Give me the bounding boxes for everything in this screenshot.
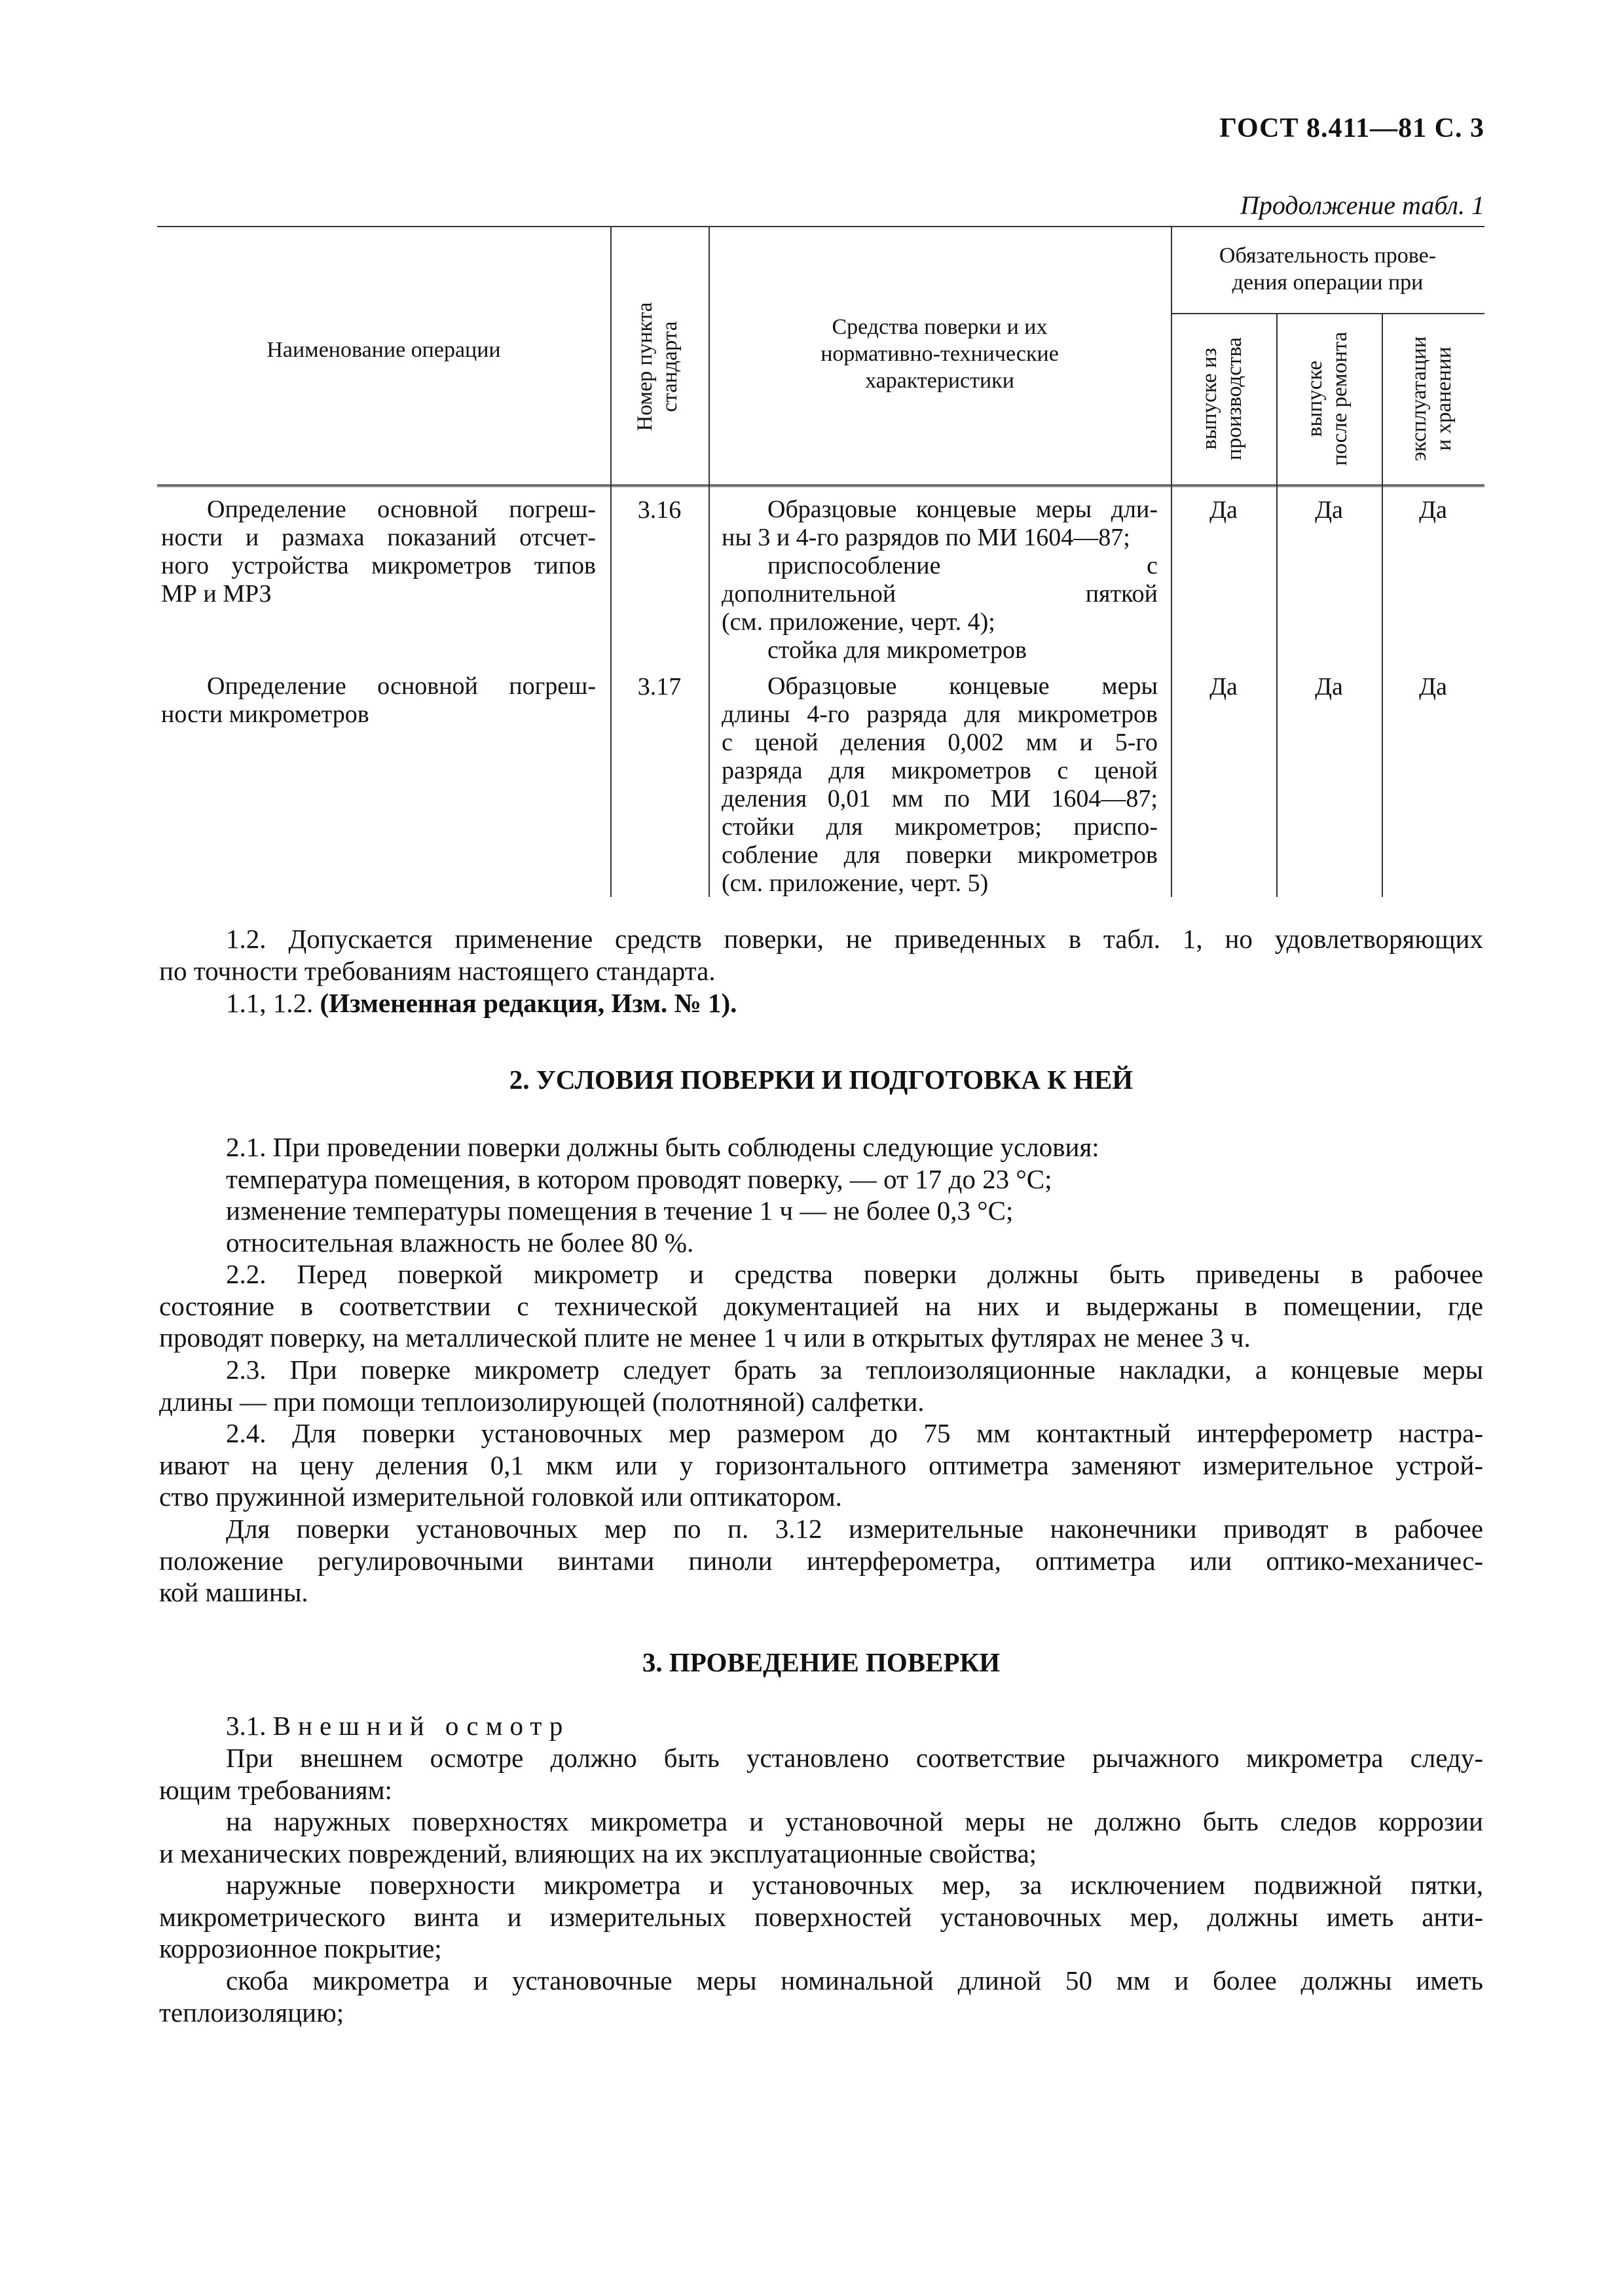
header-repair-line: после ремонта <box>1327 331 1352 466</box>
section-3-title: 3. ПРОВЕДЕНИЕ ПОВЕРКИ <box>642 1647 1001 1677</box>
row-operation <box>161 672 596 729</box>
paragraph-line <box>159 987 1483 1019</box>
header-obligation-line: Обязательность прове- <box>1219 244 1437 268</box>
row-means-line: с ценой деления 0,002 мм и 5-го <box>722 729 1158 756</box>
row-item-number: 3.16 <box>637 496 682 524</box>
paragraph-3-1-c <box>159 1965 1483 2028</box>
paragraph-line: 2.4. Для поверки установочных мер размером до 75 мм контактный интерферометр настра- <box>226 1418 1483 1448</box>
header-release-line: производства <box>1222 337 1246 460</box>
row-means-line: собление для поверки микрометров <box>722 841 1158 869</box>
table-header-rule-2 <box>157 486 1484 487</box>
row-means-line: дополнительной пяткой <box>722 580 1158 608</box>
row-operation-line: Определение основной погреш- <box>207 496 596 523</box>
paragraph-line: относительная влажность не более 80 %. <box>226 1227 694 1258</box>
row-means-line: стойки для микрометров; приспо- <box>722 813 1158 841</box>
paragraph-line: ющим требованиям: <box>159 1774 392 1805</box>
table-header-rule <box>157 484 1484 486</box>
row-release-value: Да <box>1209 496 1238 524</box>
paragraph-line: кой машины. <box>159 1577 308 1607</box>
paragraph-line: изменение температуры помещения в течение 1 ч — не более 0,3 °С; <box>226 1195 1014 1226</box>
paragraph-line: ивают на цену деления 0,1 мкм или у горизонтального оптиметра заменяют измерительное устрой- <box>159 1449 1483 1480</box>
header-item-number <box>633 262 686 471</box>
table-col-divider <box>610 226 612 897</box>
paragraph-2-3 <box>159 1354 1483 1417</box>
header-means-line: Средства поверки и их <box>832 315 1048 339</box>
paragraph-line: 2.1. При проведении поверки должны быть соблюдены следующие условия: <box>226 1132 1099 1162</box>
paragraph-line: Для поверки установочных мер по п. 3.12 измерительные наконечники приводят в рабочее <box>226 1514 1483 1544</box>
header-storage-line: эксплуатации <box>1407 336 1431 462</box>
paragraph-2-1 <box>159 1131 1483 1258</box>
amendment-text: (Измененная редакция, Изм. № 1). <box>320 988 737 1018</box>
clause-title: Внешний осмотр <box>272 1711 570 1741</box>
paragraph-line: положение регулировочными винтами пиноли интерферометра, оптиметра или оптико-механичес- <box>159 1545 1483 1576</box>
header-item-number-line: Номер пункта <box>633 302 657 431</box>
row-means-line: приспособление с <box>767 552 1158 579</box>
paragraph-line: скоба микрометра и установочные меры номинальной длиной 50 мм и более должны иметь <box>226 1965 1483 1995</box>
row-means-line: длины 4-го разряда для микрометров <box>722 701 1158 728</box>
paragraph-line: на наружных поверхностях микрометра и установочной меры не должно быть следов коррозии <box>226 1806 1483 1836</box>
paragraph-2-4 <box>159 1417 1483 1513</box>
paragraph-line: 1.2. Допускается применение средств поверки, не приведенных в табл. 1, но удовлетворяющих <box>226 924 1483 954</box>
amendment-prefix: 1.1, 1.2. <box>226 988 320 1018</box>
row-means-line: (см. приложение, черт. 5) <box>722 869 989 897</box>
row-means-line: ны 3 и 4-го разрядов по МИ 1604—87; <box>722 524 1130 551</box>
paragraph-line: по точности требованиям настоящего стандарта. <box>159 955 716 986</box>
header-means-line: нормативно-технические <box>820 341 1059 366</box>
header-means-line: характеристики <box>865 368 1014 393</box>
document-reference: ГОСТ 8.411—81 С. 3 <box>1219 113 1484 143</box>
header-release-line: выпуске из <box>1198 348 1221 450</box>
row-means-line: деления 0,01 мм по МИ 1604—87; <box>722 785 1158 812</box>
paragraph-line: длины — при помощи теплоизолирующей (полотняной) салфетки. <box>159 1386 925 1417</box>
row-operation-line: ности микрометров <box>161 701 369 728</box>
row-storage-value: Да <box>1419 496 1447 524</box>
paragraph-line: микрометрического винта и измерительных поверхностей установочных мер, должны иметь анти- <box>159 1901 1483 1932</box>
table-col-divider <box>1382 313 1383 897</box>
row-storage-value: Да <box>1419 673 1447 701</box>
header-storage-line: и хранении <box>1431 346 1456 451</box>
header-after-repair <box>1303 294 1355 503</box>
row-means-line: разряда для микрометров с ценой <box>722 757 1158 784</box>
row-means-line: (см. приложение, черт. 4); <box>722 608 995 636</box>
row-operation-line: ного устройства микрометров типов <box>161 552 596 579</box>
paragraph-3-1 <box>159 1742 1483 1806</box>
header-operation-name: Наименование операции <box>267 338 501 362</box>
paragraph-3-1-heading <box>159 1710 1483 1742</box>
header-obligation <box>1171 243 1484 297</box>
paragraph-line: теплоизоляцию; <box>159 1997 344 2028</box>
header-repair-line: выпуске <box>1303 360 1327 437</box>
clause-number: 3.1. <box>226 1711 273 1741</box>
row-repair-value: Да <box>1315 673 1343 701</box>
section-2-title: 2. УСЛОВИЯ ПОВЕРКИ И ПОДГОТОВКА К НЕЙ <box>509 1065 1134 1095</box>
row-repair-value: Да <box>1315 496 1343 524</box>
row-operation-line: ности и размаха показаний отсчет- <box>161 524 596 551</box>
paragraph-3-1-a <box>159 1806 1483 1869</box>
table-col-divider <box>1276 313 1278 897</box>
paragraph-2-4-continued <box>159 1513 1483 1609</box>
paragraph-line: коррозионное покрытие; <box>159 1933 442 1963</box>
paragraph-line <box>159 1710 1483 1742</box>
header-item-number-line: стандарта <box>657 321 682 412</box>
paragraph-line: 2.3. При поверке микрометр следует брать за теплоизоляционные накладки, а концевые меры <box>226 1355 1483 1385</box>
paragraph-line: состояние в соответствии с технической документацией на них и выдержаны в помещении, где <box>159 1290 1483 1321</box>
row-means <box>722 496 1158 665</box>
table-col-divider <box>1171 226 1172 897</box>
paragraph-line: температура помещения, в котором проводят поверку, — от 17 до 23 °С; <box>226 1163 1052 1194</box>
row-means-line: стойка для микрометров <box>767 636 1027 664</box>
header-obligation-line: дения операции при <box>1232 270 1424 295</box>
paragraph-line: ство пружинной измерительной головкой или оптикатором. <box>159 1482 842 1512</box>
row-release-value: Да <box>1209 673 1238 701</box>
paragraph-2-2 <box>159 1258 1483 1354</box>
paragraph-3-1-b <box>159 1869 1483 1965</box>
table-top-rule <box>157 226 1484 227</box>
paragraph-1-2 <box>159 923 1483 987</box>
row-operation-line: Определение основной погреш- <box>207 672 596 700</box>
row-means-line: Образцовые концевые меры <box>767 672 1158 700</box>
row-item-number: 3.17 <box>637 673 682 701</box>
paragraph-line: и механических повреждений, влияющих на их эксплуатационные свойства; <box>159 1838 1037 1868</box>
row-means-line: Образцовые концевые меры дли- <box>767 496 1158 523</box>
verification-operations-table <box>157 226 1484 897</box>
paragraph-line: проводят поверку, на металлической плите не менее 1 ч или в открытых футлярах не менее 3 ч. <box>159 1322 1251 1353</box>
row-operation-line: МР и МРЗ <box>161 580 272 608</box>
row-means <box>722 672 1158 898</box>
paragraph-line: наружные поверхности микрометра и установочных мер, за исключением подвижной пятки, <box>226 1870 1483 1900</box>
amendment-note <box>159 987 1483 1019</box>
paragraph-line: При внешнем осмотре должно быть установлено соответствие рычажного микрометра следу- <box>226 1743 1483 1773</box>
row-operation <box>161 496 596 608</box>
table-continuation-label: Продолжение табл. 1 <box>1240 191 1484 220</box>
header-release <box>1198 294 1250 503</box>
header-means <box>709 314 1171 394</box>
paragraph-line: 2.2. Перед поверкой микрометр и средства поверки должны быть приведены в рабочее <box>226 1259 1483 1289</box>
header-operation-storage <box>1407 294 1460 503</box>
